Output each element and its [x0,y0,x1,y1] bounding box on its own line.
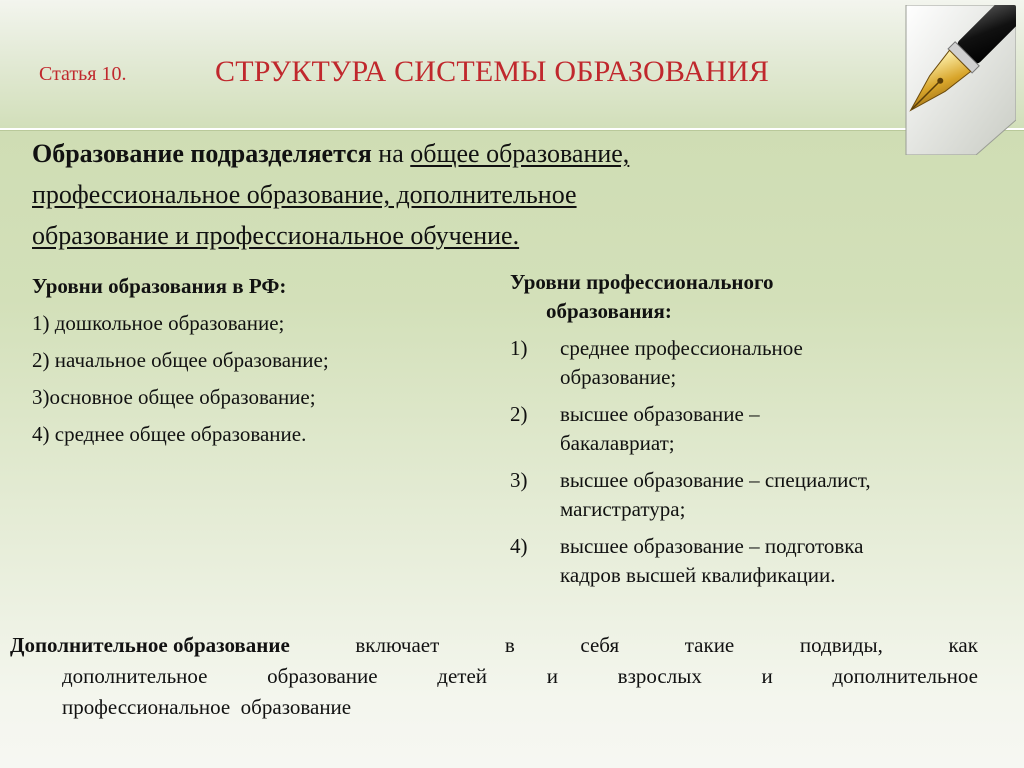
intro-line-2: профессиональное образование, дополнительное [32,180,577,209]
additional-term: Дополнительное образование [10,633,290,657]
word: подвиды, [799,633,883,657]
list-item: 1) дошкольное образование; [32,311,285,335]
list-number: 4) [510,534,528,558]
additional-line-3: профессиональное образование [62,695,352,719]
professional-heading-2: образования: [546,299,672,323]
list-item: 3)основное общее образование; [32,385,316,409]
list-text-line: высшее образование – подготовка [560,534,864,558]
list-number: 2) [510,402,528,426]
list-text-line: магистратура; [560,497,686,521]
fountain-pen-icon [866,5,1016,155]
word: включает [355,633,440,657]
intro-paragraph [32,133,832,256]
list-item [510,532,990,590]
education-levels [32,268,472,453]
list-item: 2) начальное общее образование; [32,348,329,372]
intro-underlined-1: общее образование, [410,139,630,168]
list-text-line: бакалавриат; [560,431,675,455]
education-levels-heading: Уровни образования в РФ: [32,274,287,298]
word: как [948,633,978,657]
word: детей [437,664,488,688]
word: такие [684,633,735,657]
word: дополнительное [832,664,978,688]
list-text-line: образование; [560,365,677,389]
additional-education-paragraph [10,630,978,723]
word: взрослых [617,664,702,688]
list-item [510,400,990,458]
word: образование [267,664,378,688]
page-title: СТРУКТУРА СИСТЕМЫ ОБРАЗОВАНИЯ [215,55,770,88]
list-text-line: среднее профессиональное [560,336,803,360]
word: и [761,664,773,688]
list-text [560,532,990,590]
word: себя [580,633,620,657]
list-number: 3) [510,468,528,492]
word: и [546,664,558,688]
list-text-line: кадров высшей квалификации. [560,563,836,587]
list-text-line: высшее образование – специалист, [560,468,871,492]
list-item [510,334,990,392]
list-text [560,334,990,392]
professional-levels [510,268,990,590]
word: в [504,633,515,657]
intro-line-3: образование и профессиональное обучение. [32,221,520,250]
professional-heading-1: Уровни профессионального [510,270,774,294]
intro-line-1 [32,133,832,174]
word: дополнительное [62,664,208,688]
additional-line-2 [10,661,978,692]
list-item: 4) среднее общее образование. [32,422,307,446]
article-number: Статья 10. [39,63,127,85]
list-text [560,400,990,458]
list-text-line: высшее образование – [560,402,760,426]
intro-plain: на [371,139,411,168]
intro-bold: Образование подразделяется [32,139,372,168]
additional-line-1 [10,630,978,661]
list-item [510,466,990,524]
list-text [560,466,990,524]
list-number: 1) [510,336,528,360]
